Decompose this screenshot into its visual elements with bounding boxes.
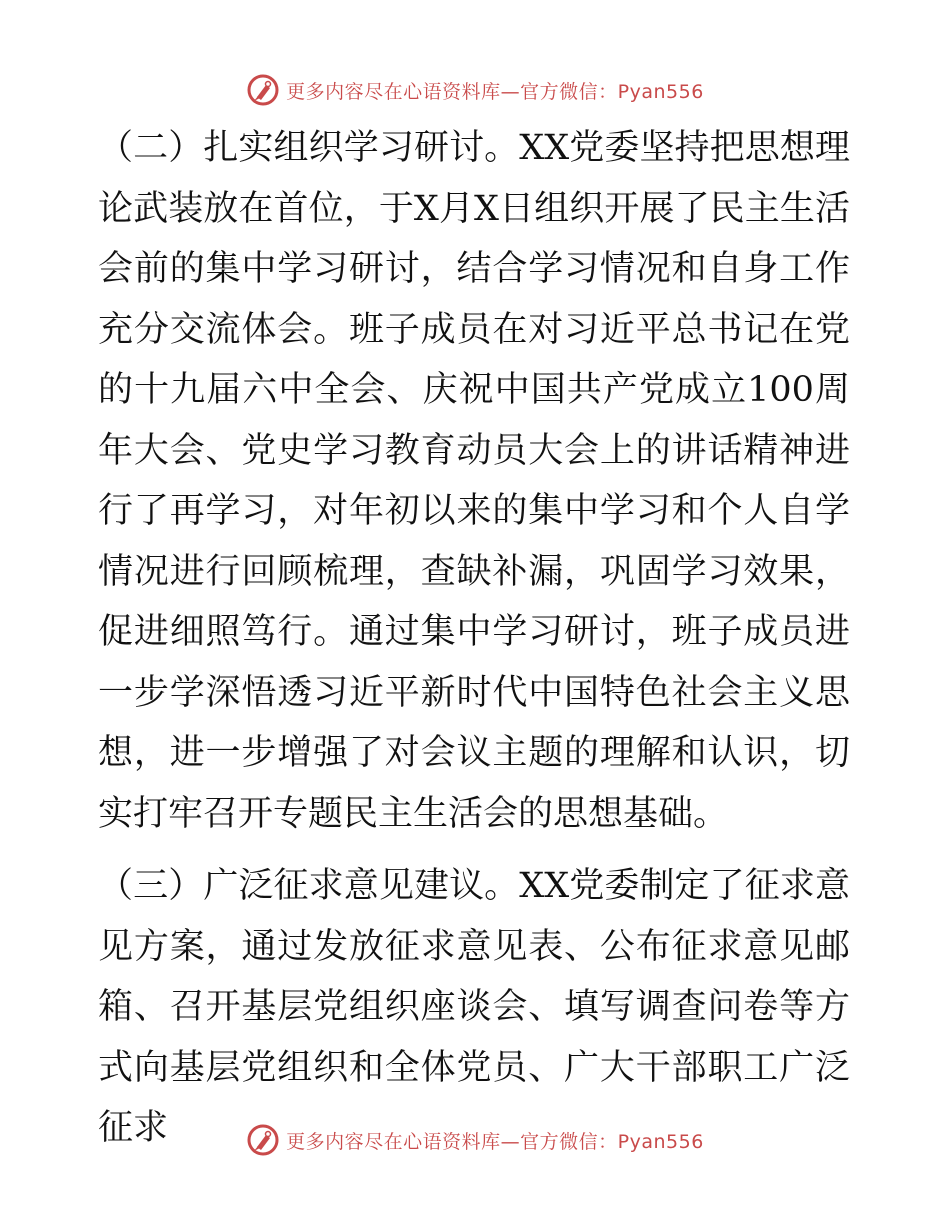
header-watermark-text: 更多内容尽在心语资料库—官方微信：Pyan556 — [286, 80, 704, 103]
header-watermark-banner — [0, 70, 950, 110]
pen-nib-logo-icon — [246, 73, 280, 107]
pen-nib-logo-icon — [246, 1123, 280, 1157]
footer-watermark-text: 更多内容尽在心语资料库—官方微信：Pyan556 — [286, 1130, 704, 1153]
footer-watermark-banner — [0, 1120, 950, 1160]
document-body — [98, 118, 850, 1159]
paragraph-study-discussion: （二）扎实组织学习研讨。XX党委坚持把思想理论武装放在首位，于X月X日组织开展了民主生活会前的集中学习研讨，结合学习情况和自身工作充分交流体会。班子成员在对习近平总书记在党的十九届六中全会、庆祝中国共产党成立100周年大会、党史学习教育动员大会上的讲话精神进行了再学习，对年初以来的集中学习和个人自学情况进行回顾梳理，查缺补漏，巩固学习效果，促进细照笃行。通过集中学习研讨，班子成员进一步学深悟透习近平新时代中国特色社会主义思想，进一步增强了对会议主题的理解和认识，切实打牢召开专题民主生活会的思想基础。 — [98, 128, 850, 834]
paragraph-solicit-opinions: （三）广泛征求意见建议。XX党委制定了征求意见方案，通过发放征求意见表、公布征求意见邮箱、召开基层党组织座谈会、填写调查问卷等方式向基层党组织和全体党员、广大干部职工广泛征求 — [98, 866, 850, 1148]
